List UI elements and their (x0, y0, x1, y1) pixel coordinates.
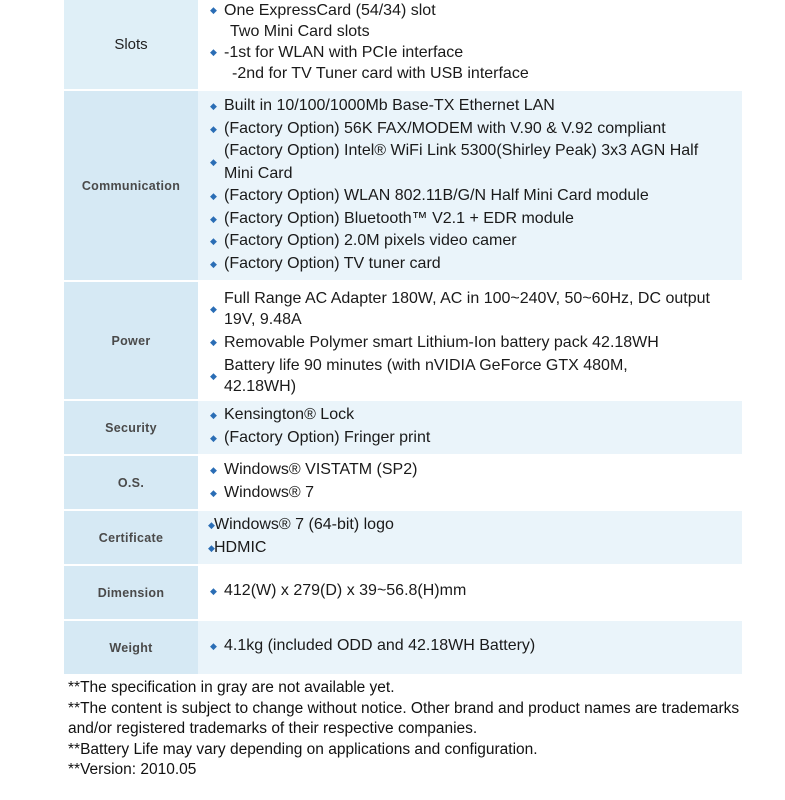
list-item: ◆ Removable Polymer smart Lithium-Ion battery pack 42.18WH (210, 334, 659, 351)
bullet-icon: ◆ (210, 191, 217, 201)
row-content (198, 401, 742, 454)
list-item: ◆ (Factory Option) Bluetooth™ V2.1 + EDR module (210, 208, 742, 231)
list-item: ◆ Full Range AC Adapter 180W, AC in 100~240V, 50~60Hz, DC output 19V, 9.48A (210, 290, 710, 328)
list-item: ◆ (Factory Option) 2.0M pixels video camer (210, 230, 742, 253)
row-label: Communication (64, 91, 198, 280)
spec-row-os (64, 456, 742, 511)
row-content (198, 0, 742, 89)
bullet-icon: ◆ (210, 370, 217, 381)
row-label: Weight (64, 621, 198, 674)
bullet-icon: ◆ (210, 258, 217, 269)
list-item: ◆ (Factory Option) TV tuner card (210, 253, 742, 276)
bullet-icon: ◆ (210, 337, 217, 347)
bullet-icon: ◆ (210, 432, 217, 443)
list-item: Two Mini Card slots (230, 23, 370, 40)
bullet-icon: ◆ (208, 542, 215, 553)
list-item: ◆ Windows® VISTATM (SP2) (210, 459, 742, 482)
row-content (198, 511, 742, 564)
bullet-icon: ◆ (210, 641, 217, 652)
footnote: **The content is subject to change without notice. Other brand and product names are trademarks and/or registered trademarks of their respective companies. (68, 699, 740, 737)
footnote: **Battery Life may vary depending on applications and configuration. (68, 740, 538, 758)
list-item: ◆ Windows® 7 (64-bit) logo (208, 514, 742, 537)
bullet-icon: ◆ (210, 213, 217, 224)
bullet-icon: ◆ (210, 236, 217, 246)
list-item: ◆ (Factory Option) Fringer print (210, 427, 742, 450)
bullet-icon: ◆ (210, 586, 217, 597)
footnote: **Version: 2010.05 (68, 761, 197, 778)
list-item: -2nd for TV Tuner card with USB interface (232, 65, 529, 82)
row-content (198, 456, 742, 509)
bullet-icon: ◆ (208, 520, 215, 530)
spec-row-slots (64, 0, 742, 91)
row-label: Power (64, 282, 198, 399)
spec-row-communication (64, 91, 742, 282)
row-label: Slots (64, 0, 198, 89)
bullet-icon: ◆ (210, 101, 217, 111)
list-item: ◆ (Factory Option) Intel® WiFi Link 5300(Shirley Peak) 3x3 AGN Half Mini Card (210, 142, 699, 182)
spec-row-dimension (64, 566, 742, 621)
row-content (198, 621, 742, 674)
bullet-icon: ◆ (210, 410, 217, 420)
bullet-icon: ◆ (210, 5, 217, 15)
spec-table (64, 0, 742, 676)
footnotes (68, 678, 768, 781)
list-item: ◆ (Factory Option) WLAN 802.11B/G/N Half Mini Card module (210, 185, 742, 208)
row-label: O.S. (64, 456, 198, 509)
list-item: ◆ HDMIC (208, 537, 742, 560)
list-item: ◆ (Factory Option) 56K FAX/MODEM with V.90 & V.92 compliant (210, 118, 742, 141)
bullet-icon: ◆ (210, 303, 217, 314)
list-item: ◆ Windows® 7 (210, 482, 742, 505)
row-label: Dimension (64, 566, 198, 619)
list-item: ◆ Battery life 90 minutes (with nVIDIA GeForce GTX 480M, 42.18WH) (210, 357, 628, 395)
row-content (198, 282, 742, 399)
spec-row-certificate (64, 511, 742, 566)
row-content (198, 91, 742, 280)
row-label: Security (64, 401, 198, 454)
bullet-icon: ◆ (210, 465, 217, 475)
spec-row-weight (64, 621, 742, 676)
list-item: ◆ -1st for WLAN with PCIe interface (210, 44, 464, 61)
bullet-icon: ◆ (210, 47, 217, 57)
list-item: ◆ One ExpressCard (54/34) slot (210, 2, 436, 19)
list-item: ◆ 4.1kg (included ODD and 42.18WH Battery) (210, 635, 742, 658)
spec-row-security (64, 401, 742, 456)
footnote: **The specification in gray are not available yet. (68, 679, 395, 696)
spec-row-power (64, 282, 742, 401)
list-item: ◆ Built in 10/100/1000Mb Base-TX Ethernet LAN (210, 95, 742, 118)
row-content (198, 566, 742, 619)
bullet-icon: ◆ (210, 487, 217, 498)
bullet-icon: ◆ (210, 157, 217, 168)
row-label: Certificate (64, 511, 198, 564)
bullet-icon: ◆ (210, 123, 217, 134)
list-item: ◆ 412(W) x 279(D) x 39~56.8(H)mm (210, 580, 742, 603)
list-item: ◆ Kensington® Lock (210, 404, 742, 427)
